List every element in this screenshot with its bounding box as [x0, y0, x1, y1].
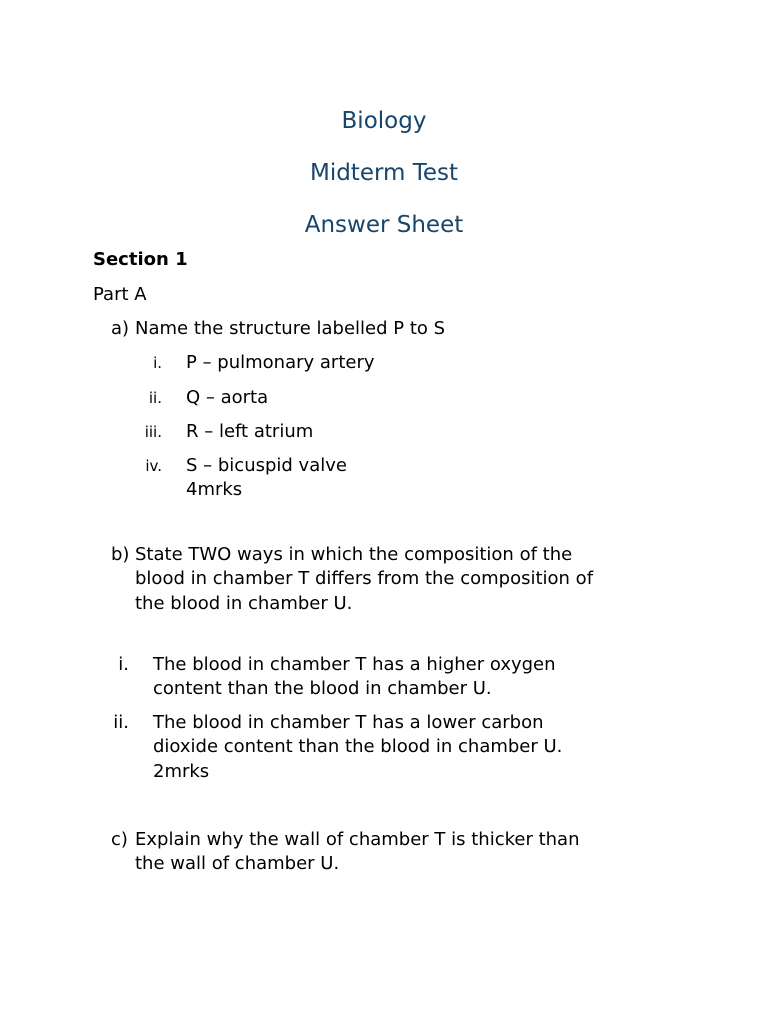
question-b-label: b)	[111, 544, 130, 565]
answer-a-item: R – left atrium	[186, 421, 314, 442]
question-a-marks: 4mrks	[186, 479, 243, 500]
question-b-line: the blood in chamber U.	[135, 593, 353, 614]
answer-b-numeral: i.	[118, 654, 129, 675]
question-b-line: blood in chamber T differs from the composition of	[135, 568, 594, 589]
answer-b-line: content than the blood in chamber U.	[153, 678, 492, 699]
answer-b-line: The blood in chamber T has a lower carbon	[153, 712, 544, 733]
question-b-line: State TWO ways in which the composition of the	[135, 544, 573, 565]
answer-b-line: The blood in chamber T has a higher oxygen	[153, 654, 556, 675]
answer-b-line: dioxide content than the blood in chamber U.	[153, 736, 563, 757]
test-title: Midterm Test	[309, 160, 459, 186]
question-b-marks: 2mrks	[153, 761, 210, 782]
part-heading: Part A	[93, 284, 147, 305]
answer-a-numeral: iii.	[144, 423, 162, 441]
question-a-text: Name the structure labelled P to S	[135, 318, 446, 339]
question-c-label: c)	[111, 829, 128, 850]
answer-a-item: P – pulmonary artery	[186, 352, 375, 373]
answer-a-item: S – bicuspid valve	[186, 455, 347, 476]
section-heading: Section 1	[93, 249, 188, 270]
answer-a-numeral: iv.	[145, 457, 162, 475]
answer-a-numeral: ii.	[148, 389, 162, 407]
answer-b-numeral: ii.	[113, 712, 129, 733]
answer-a-item: Q – aorta	[186, 387, 269, 408]
answer-sheet-title: Answer Sheet	[304, 212, 464, 238]
subject-title: Biology	[341, 108, 427, 134]
answer-a-numeral: i.	[153, 354, 162, 372]
question-c-line: the wall of chamber U.	[135, 853, 340, 874]
question-a-label: a)	[111, 318, 130, 339]
question-c-line: Explain why the wall of chamber T is thicker than	[135, 829, 580, 850]
